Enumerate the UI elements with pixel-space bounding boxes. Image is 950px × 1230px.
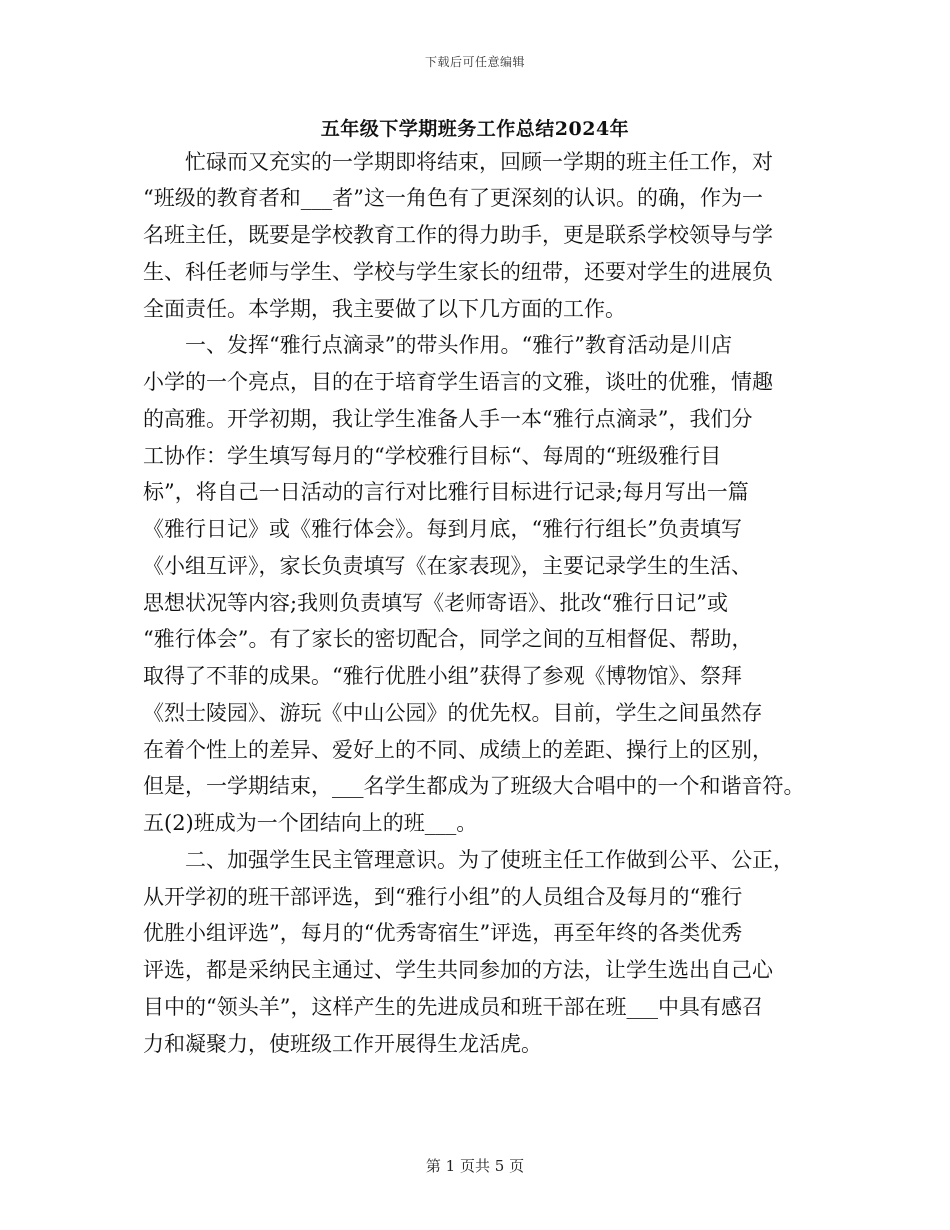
body-line: 二、加强学生民主管理意识。为了使班主任工作做到公平、公正， [185,848,794,872]
body-line: 《烈士陵园》、游玩《中山公园》的优先权。目前，学生之间虽然存 [143,701,763,725]
body-line: 思想状况等内容;我则负责填写《老师寄语》、批改“雅行日记”或 [143,591,729,615]
body-line: 《小组互评》，家长负责填写《在家表现》，主要记录学生的生活、 [143,554,752,578]
body-line: 生、科任老师与学生、学校与学生家长的纽带，还要对学生的进展负 [143,260,773,284]
body-line: 取得了不菲的成果。“雅行优胜小组”获得了参观《博物馆》、祭拜 [143,664,742,688]
body-line: 五(2)班成为一个团结向上的班___。 [143,811,478,835]
body-line: 优胜小组评选”，每月的“优秀寄宿生”评选，再至年终的各类优秀 [143,921,743,945]
body-line: 标”，将自己一日活动的言行对比雅行目标进行记录;每月写出一篇 [143,480,749,504]
page-footer: 第 1 页共 5 页 [425,1157,525,1175]
body-line: 在着个性上的差异、爱好上的不同、成绩上的差距、操行上的区别， [143,738,773,762]
body-line: 全面责任。本学期，我主要做了以下几方面的工作。 [143,297,626,321]
body-line: “班级的教育者和___者”这一角色有了更深刻的认识。的确，作为一 [143,186,763,210]
body-line: 从开学初的班干部评选，到“雅行小组”的人员组合及每月的“雅行 [143,885,743,909]
body-line: 忙碌而又充实的一学期即将结束，回顾一学期的班主任工作，对 [185,150,773,174]
body-line: 一、发挥“雅行点滴录”的带头作用。“雅行”教育活动是川店 [185,333,732,357]
body-line: 力和凝聚力，使班级工作开展得生龙活虎。 [143,1032,542,1056]
body-line: 名班主任，既要是学校教育工作的得力助手，更是联系学校领导与学 [143,223,773,247]
body-line: “雅行体会”。有了家长的密切配合，同学之间的互相督促、帮助， [143,627,753,651]
body-line: 评选，都是采纳民主通过、学生共同参加的方法，让学生选出自己心 [143,958,773,982]
header-note: 下载后可任意编辑 [424,55,525,69]
body-line: 《雅行日记》或《雅行体会》。每到月底，“雅行行组长”负责填写 [143,517,742,541]
body-line: 工协作：学生填写每月的“学校雅行目标“、每周的“班级雅行目 [143,444,722,468]
body-line: 的高雅。开学初期，我让学生准备人手一本“雅行点滴录”，我们分 [143,407,753,431]
body-line: 但是，一学期结束，___名学生都成为了班级大合唱中的一个和谐音符。 [143,774,805,798]
body-line: 小学的一个亮点，目的在于培育学生语言的文雅，谈吐的优雅，情趣 [143,370,773,394]
document-title: 五年级下学期班务工作总结2024年 [320,118,630,140]
body-line: 目中的“领头羊”，这样产生的先进成员和班干部在班___中具有感召 [143,995,763,1019]
